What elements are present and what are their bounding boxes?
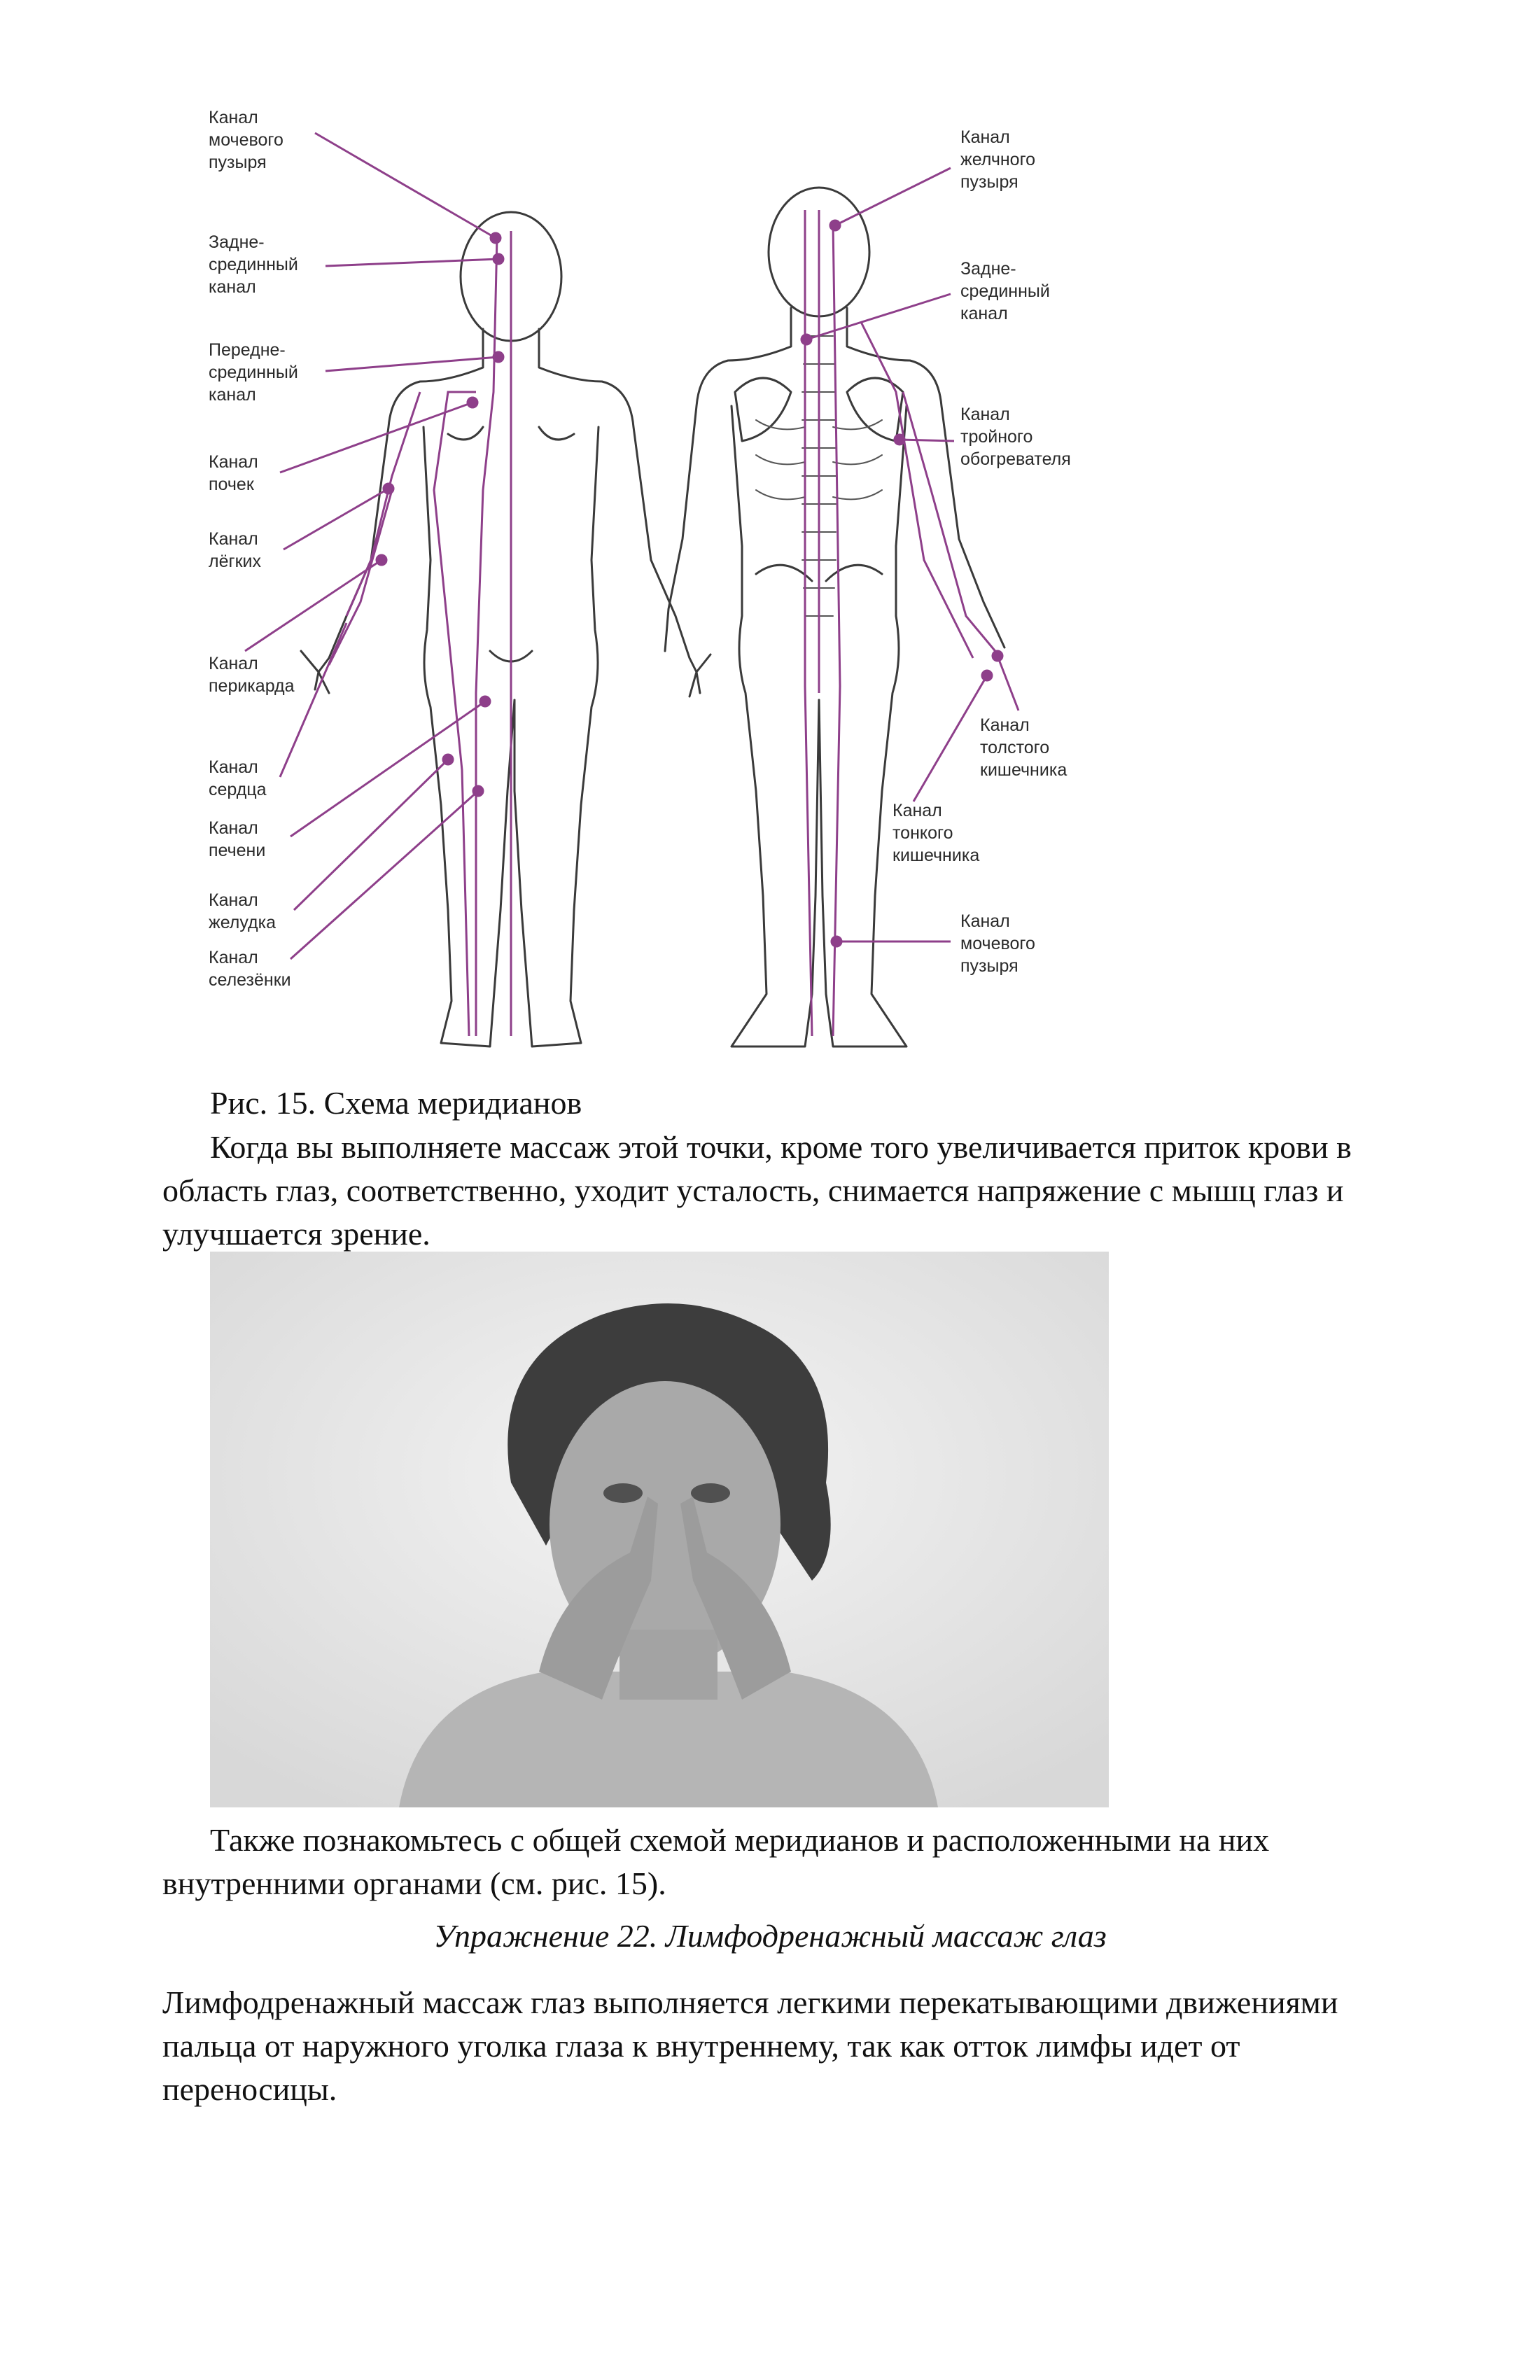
label-kidney: Канал почек <box>209 452 258 494</box>
label-small-intestine: Канал тонкого кишечника <box>892 801 980 865</box>
paragraph-3: Лимфодренажный массаж глаз выполняется легкими перекатывающими движениями пальца от наружного уголка глаза к внутреннему, так как отток лимфы идет от переносицы. <box>162 1984 1338 2107</box>
eye-massage-photo <box>210 1252 1109 1807</box>
exercise-title: Упражнение 22. Лимфодренажный массаж глаз <box>433 1918 1107 1954</box>
label-gallbladder: Канал желчного пузыря <box>960 127 1036 192</box>
label-governing-back: Задне- срединный канал <box>960 259 1050 323</box>
paragraph-2: Также познакомьтесь с общей схемой меридианов и расположенными на них внутренними органами (см. рис. 15). <box>162 1822 1270 1901</box>
label-stomach: Канал желудка <box>209 890 276 932</box>
label-heart: Канал сердца <box>209 757 267 799</box>
label-pericardium: Канал перикарда <box>209 654 295 696</box>
label-spleen: Канал селезёнки <box>209 948 291 990</box>
figure-caption: Рис. 15. Схема меридианов <box>210 1085 582 1121</box>
label-lung: Канал лёгких <box>209 529 262 571</box>
front-body-outline <box>301 212 710 1046</box>
label-bladder-back: Канал мочевого пузыря <box>960 911 1035 976</box>
label-governing-front: Задне- срединный канал <box>209 232 298 297</box>
paragraph-1: Когда вы выполняете массаж этой точки, кроме того увеличивается приток крови в область глаз, соответственно, уходит усталость, снимается напряжение с мышц глаз и улучшается зрение. <box>162 1129 1352 1252</box>
label-conception: Передне- срединный канал <box>209 340 298 405</box>
meridian-lines <box>329 210 1001 1036</box>
label-triple-warmer: Канал тройного обогревателя <box>960 405 1071 469</box>
label-bladder-front: Канал мочевого пузыря <box>209 108 284 172</box>
label-large-intestine: Канал толстого кишечника <box>980 715 1068 780</box>
label-liver: Канал печени <box>209 818 266 860</box>
